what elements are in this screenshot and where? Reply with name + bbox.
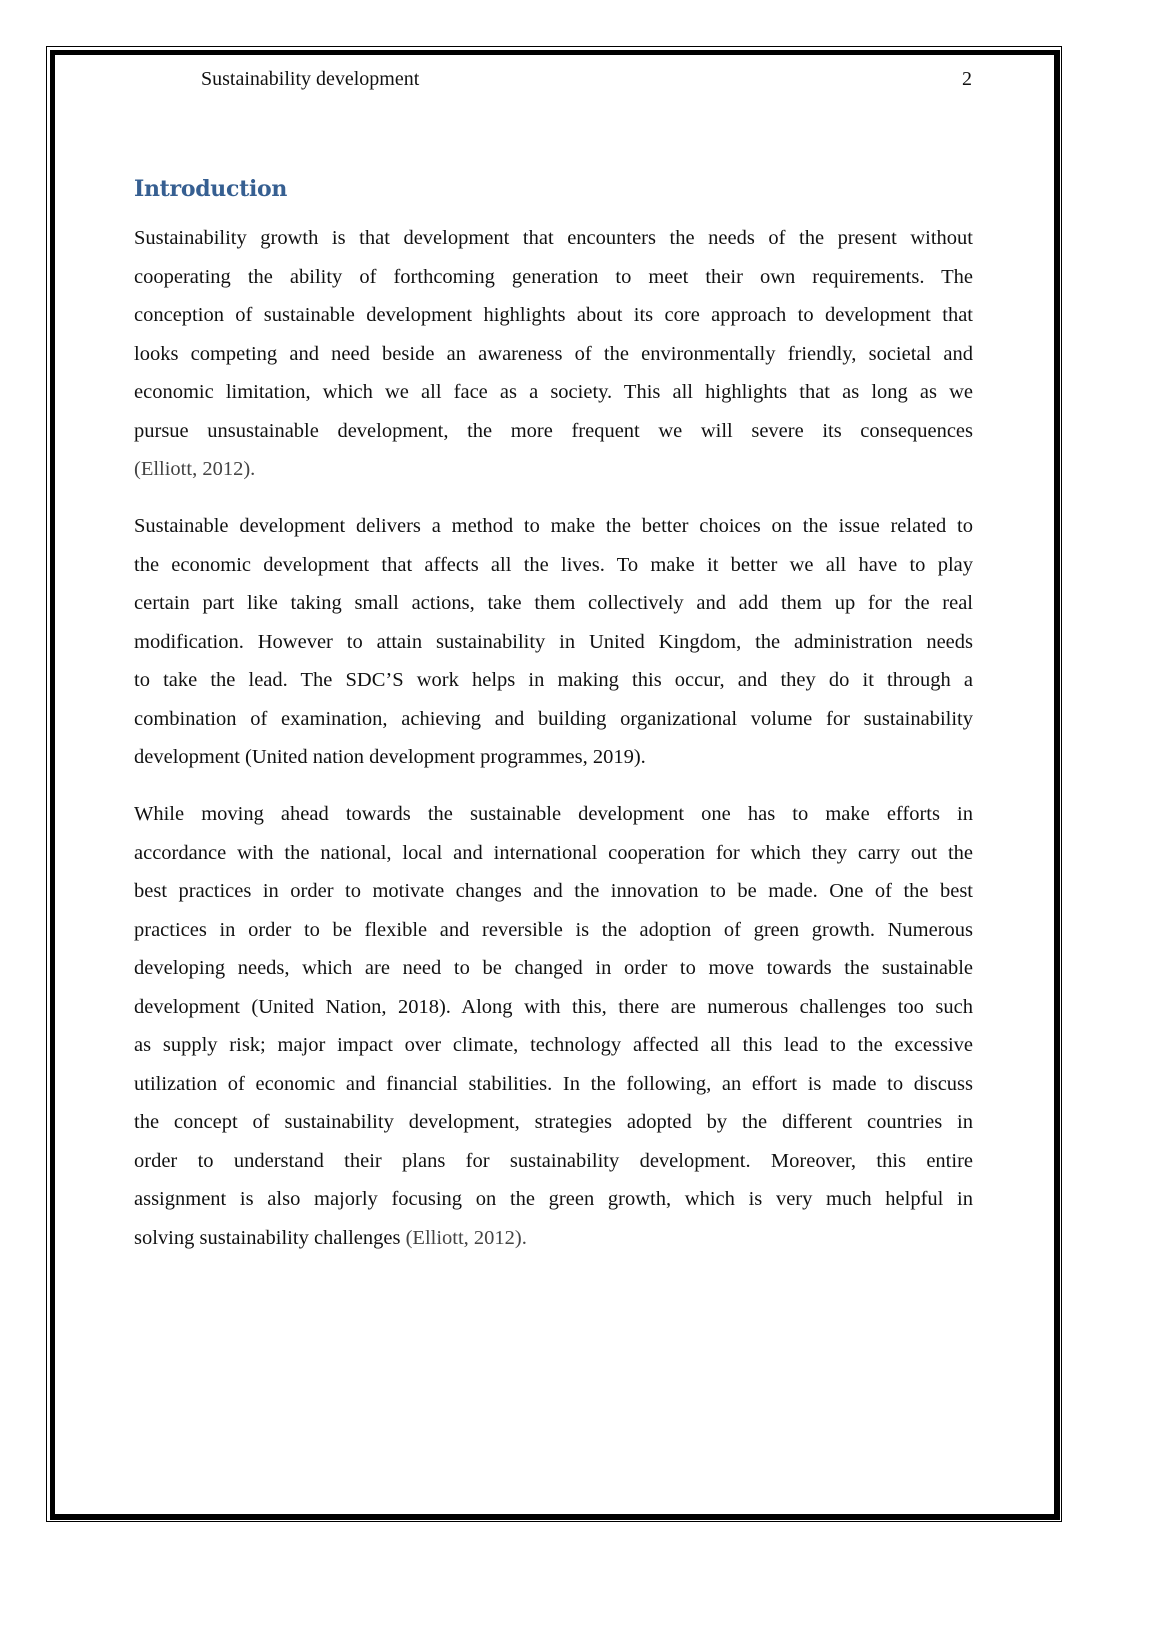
text-line: conception of sustainable development highlights about its core approach to development that	[134, 304, 973, 326]
paragraph-1	[134, 219, 973, 489]
text-line: best practices in order to motivate changes and the innovation to be made. One of the best	[134, 880, 973, 902]
running-header-title: Sustainability development	[201, 68, 420, 90]
text-line: combination of examination, achieving and building organizational volume for sustainability	[134, 707, 973, 730]
text-line: to take the lead. The SDC’S work helps in making this occur, and they do it through a	[134, 669, 973, 691]
citation: (Elliott, 2012).	[134, 458, 256, 480]
text-line: looks competing and need beside an awareness of the environmentally friendly, societal and	[134, 342, 973, 365]
text-line: pursue unsustainable development, the more frequent we will severe its consequences	[134, 419, 973, 442]
text-fragment: solving sustainability challenges	[134, 1226, 406, 1249]
text-line: the concept of sustainability development, strategies adopted by the different countries in	[134, 1111, 973, 1133]
text-line: Sustainable development delivers a method to make the better choices on the issue related to	[134, 515, 973, 537]
text-line: practices in order to be flexible and reversible is the adoption of green growth. Numerous	[134, 918, 973, 941]
section-heading: Introduction	[134, 176, 288, 202]
text-line: development (United Nation, 2018). Along with this, there are numerous challenges too such	[134, 995, 973, 1018]
text-line: development (United nation development programmes, 2019).	[134, 746, 646, 768]
paragraph-3	[134, 795, 973, 1257]
page-number: 2	[962, 68, 972, 90]
text-line: as supply risk; major impact over climate, technology affected all this lead to the excessive	[134, 1034, 973, 1056]
text-line: developing needs, which are need to be changed in order to move towards the sustainable	[134, 957, 973, 979]
citation: (Elliott, 2012).	[405, 1226, 527, 1249]
text-line	[134, 1219, 973, 1258]
text-line: accordance with the national, local and international cooperation for which they carry out the	[134, 841, 973, 864]
text-line: cooperating the ability of forthcoming generation to meet their own requirements. The	[134, 265, 973, 288]
text-line: While moving ahead towards the sustainable development one has to make efforts in	[134, 803, 973, 825]
text-line: utilization of economic and financial stabilities. In the following, an effort is made to discuss	[134, 1072, 973, 1095]
text-line: modification. However to attain sustainability in United Kingdom, the administration needs	[134, 630, 973, 653]
text-line: order to understand their plans for sustainability development. Moreover, this entire	[134, 1149, 973, 1172]
text-line: assignment is also majorly focusing on the green growth, which is very much helpful in	[134, 1188, 973, 1210]
text-line: certain part like taking small actions, take them collectively and add them up for the real	[134, 592, 973, 614]
paragraph-2	[134, 507, 973, 777]
text-line: Sustainability growth is that development that encounters the needs of the present without	[134, 227, 973, 249]
text-line: economic limitation, which we all face as a society. This all highlights that as long as we	[134, 381, 973, 403]
text-line	[134, 450, 973, 489]
text-line: the economic development that affects all the lives. To make it better we all have to play	[134, 553, 973, 576]
